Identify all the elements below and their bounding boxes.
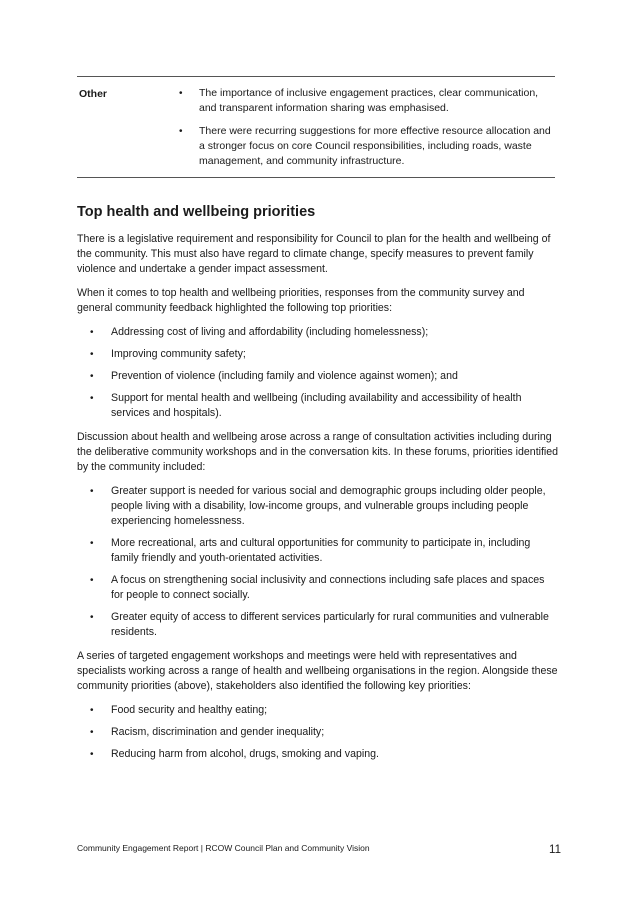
list-item xyxy=(77,747,559,762)
bullet-icon: • xyxy=(90,612,94,623)
list-item-text: Reducing harm from alcohol, drugs, smoking and vaping. xyxy=(111,748,379,760)
paragraph: When it comes to top health and wellbeing priorities, responses from the community survey and general community feedback highlighted the following top priorities: xyxy=(77,287,525,314)
list-item xyxy=(77,610,559,640)
list-item-text: Food security and healthy eating; xyxy=(111,704,268,716)
bullet-icon: • xyxy=(90,575,94,586)
bullet-icon: • xyxy=(90,371,94,382)
paragraph: A series of targeted engagement workshops and meetings were held with representatives and specialists working across a range of health and wellbeing organisations in the region. Alongside these community priorities (above), stakeholders also identified the following key priorities: xyxy=(77,650,558,692)
paragraph: There is a legislative requirement and responsibility for Council to plan for the health and wellbeing of the community. This must also have regard to climate change, specify measures to prevent family violence and undertake a gender impact assessment. xyxy=(77,233,551,275)
list-item xyxy=(77,536,559,566)
table-bullet-list xyxy=(179,86,555,169)
list-item-text: Improving community safety; xyxy=(111,348,246,360)
list-item xyxy=(179,124,555,169)
top-priorities-list xyxy=(77,325,559,421)
bullet-icon: • xyxy=(90,749,94,760)
list-item xyxy=(77,325,559,340)
bullet-icon: • xyxy=(179,88,183,99)
page-number: 11 xyxy=(549,844,561,856)
page-footer xyxy=(77,843,561,863)
list-item-text: Greater support is needed for various social and demographic groups including older people, people living with a disability, low-income groups, and vulnerable groups including people experiencing homelessness. xyxy=(111,485,546,527)
bullet-icon: • xyxy=(90,705,94,716)
footer-text: Community Engagement Report | RCOW Council Plan and Community Vision xyxy=(77,843,370,853)
health-priorities-section xyxy=(77,204,559,771)
bullet-icon: • xyxy=(179,126,183,137)
list-item-text: Addressing cost of living and affordability (including homelessness); xyxy=(111,326,429,338)
table-row-label: Other xyxy=(79,88,108,100)
list-item-text: More recreational, arts and cultural opportunities for community to participate in, including family friendly and youth-orientated activities. xyxy=(111,537,531,564)
other-feedback-table xyxy=(77,76,555,178)
list-item xyxy=(77,484,559,529)
list-item xyxy=(77,725,559,740)
list-item-text: A focus on strengthening social inclusivity and connections including safe places and spaces for people to connect socially. xyxy=(111,574,545,601)
bullet-icon: • xyxy=(90,727,94,738)
bullet-icon: • xyxy=(90,393,94,404)
list-item-text: There were recurring suggestions for more effective resource allocation and a stronger focus on core Council responsibilities, including roads, waste management, and community infrastructure. xyxy=(199,125,551,167)
bullet-icon: • xyxy=(90,538,94,549)
list-item-text: The importance of inclusive engagement practices, clear communication, and transparent information sharing was emphasised. xyxy=(199,87,539,114)
paragraph: Discussion about health and wellbeing arose across a range of consultation activities including during the deliberative community workshops and in the conversation kits. In these forums, priorities identified by the community included: xyxy=(77,431,559,473)
bullet-icon: • xyxy=(90,486,94,497)
list-item xyxy=(77,391,559,421)
list-item xyxy=(77,347,559,362)
list-item xyxy=(77,573,559,603)
list-item xyxy=(77,703,559,718)
list-item-text: Racism, discrimination and gender inequality; xyxy=(111,726,325,738)
list-item xyxy=(77,369,559,384)
section-title: Top health and wellbeing priorities xyxy=(77,204,316,220)
bullet-icon: • xyxy=(90,349,94,360)
list-item-text: Greater equity of access to different services particularly for rural communities and vulnerable residents. xyxy=(111,611,549,638)
list-item-text: Support for mental health and wellbeing (including availability and accessibility of health services and hospitals). xyxy=(111,392,522,419)
community-priorities-list xyxy=(77,484,559,640)
list-item-text: Prevention of violence (including family and violence against women); and xyxy=(111,370,458,382)
bullet-icon: • xyxy=(90,327,94,338)
stakeholder-priorities-list xyxy=(77,703,559,762)
list-item xyxy=(179,86,555,116)
